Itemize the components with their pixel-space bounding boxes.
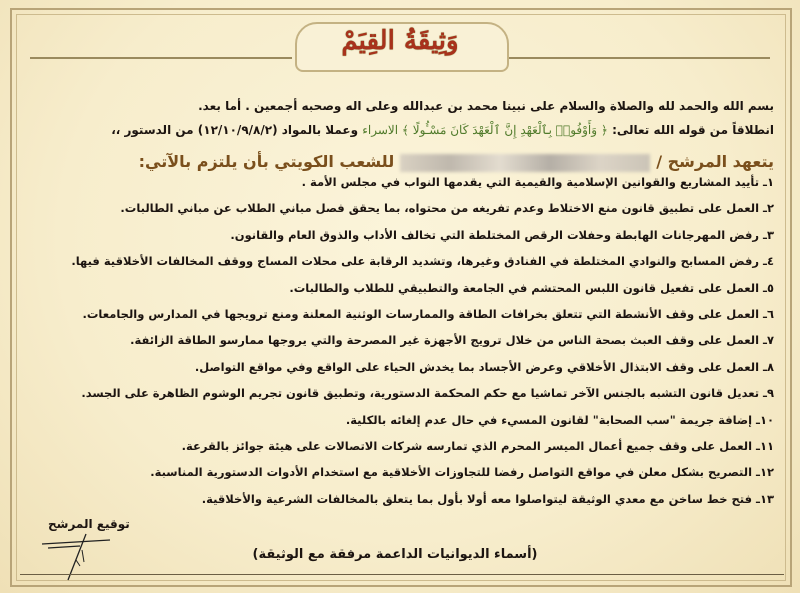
title-rule-right [508, 57, 770, 59]
pledge-item: ١٣ـ فتح خط ساخن مع معدي الوثيقة ليتواصلوا معه أولا بأول بما يتعلق بالمخالفات الشرعية والأخلاقية. [201, 491, 774, 506]
pledge-item: ٥ـ العمل على تفعيل قانون اللبس المحتشم في الجامعة والتطبيقي للطلاب والطالبات. [289, 280, 774, 295]
pledge-end: للشعب الكويتي بأن يلتزم بالآتي: [138, 152, 395, 171]
pledge-item: ١٢ـ التصريح بشكل معلن في مواقع التواصل رفضا للتجاوزات الأخلاقية مع استخدام الأدوات الدستورية المناسبة. [150, 465, 774, 480]
footer-note: (أسماء الديوانيات الداعمة مرفقة مع الوثيقة) [252, 547, 538, 562]
preamble-line-1: بسم الله والحمد لله والصلاة والسلام على نبينا محمد بن عبدالله وعلى اله وصحبه أجمعين . أما بعد. [198, 99, 774, 113]
document-title: وَثِيقَةُ القِيَمْ [341, 26, 459, 56]
pledge-item: ١ـ تأييد المشاريع والقوانين الإسلامية والقيمية التي يقدمها النواب في مجلس الأمة . [301, 175, 774, 189]
pledge-item: ١٠ـ إضافة جريمة "سب الصحابة" لقانون المسيء في حال عدم إلغائه بالكلية. [345, 412, 774, 427]
signature-label: توقيع المرشح [48, 517, 130, 531]
quran-verse: ﴿ وَأَوْفُوا۟ بِٱلْعَهْدِ إِنَّ ٱلْعَهْدَ كَانَ مَسْـُٔولًا ﴾ الاسراء [362, 123, 608, 137]
pledge-item: ١١ـ العمل على وقف جميع أعمال الميسر المحرم الذي تمارسه شركات الاتصالات على هيئة جوائز بالقرعة. [181, 439, 774, 453]
pledge-item: ٨ـ العمل على وقف الابتذال الأخلاقي وعرض الأجساد بما يخدش الحياء على الواقع وفي مواقع التواصل. [194, 359, 774, 374]
preamble-start: انطلاقاً من قوله الله تعالى: [607, 123, 774, 137]
preamble-end: وعملا بالمواد (١٢/١٠/٩/٨/٢) من الدستور ،، [111, 123, 363, 137]
pledge-item: ٧ـ العمل على وقف العبث بصحة الناس من خلال ترويج الأجهزة غير المصرحة والتي يروجها ممارسو الطاقة الزائفة. [130, 333, 774, 348]
title-rule-left [30, 57, 292, 59]
redacted-candidate-name [400, 154, 650, 172]
pledge-item: ٩ـ تعديل قانون التشبه بالجنس الآخر تماشيا مع حكم المحكمة الدستورية، وتطبيق قانون تجريم الوشوم الظاهرة على الجسد. [81, 386, 774, 401]
pledge-item: ٣ـ رفض المهرجانات الهابطة وحفلات الرقص المختلطة التي تخالف الأداب والذوق العام والقانون. [230, 227, 774, 242]
pledge-item: ٢ـ العمل على تطبيق قانون منع الاختلاط وعدم تفريغه من محتواه، بما يحقق فصل مباني الطلاب عن مباني الطالبات. [120, 201, 774, 216]
pledge-item: ٤ـ رفض المسابح والنوادي المختلطة في الفنادق وغيرها، وتشديد الرقابة على محلات المساج ووقف المخالفات الأخلاقية فيها. [71, 254, 774, 269]
footer-rule [20, 574, 784, 575]
pledge-start: يتعهد المرشح / [656, 152, 774, 171]
pledge-item: ٦ـ العمل على وقف الأنشطة التي تتعلق بخرافات الطاقة والممارسات الوثنية المعلنة ومنع ترويجها في المدارس والجامعات. [82, 307, 774, 321]
pledge-heading [139, 152, 774, 172]
preamble-line-2 [111, 123, 774, 137]
